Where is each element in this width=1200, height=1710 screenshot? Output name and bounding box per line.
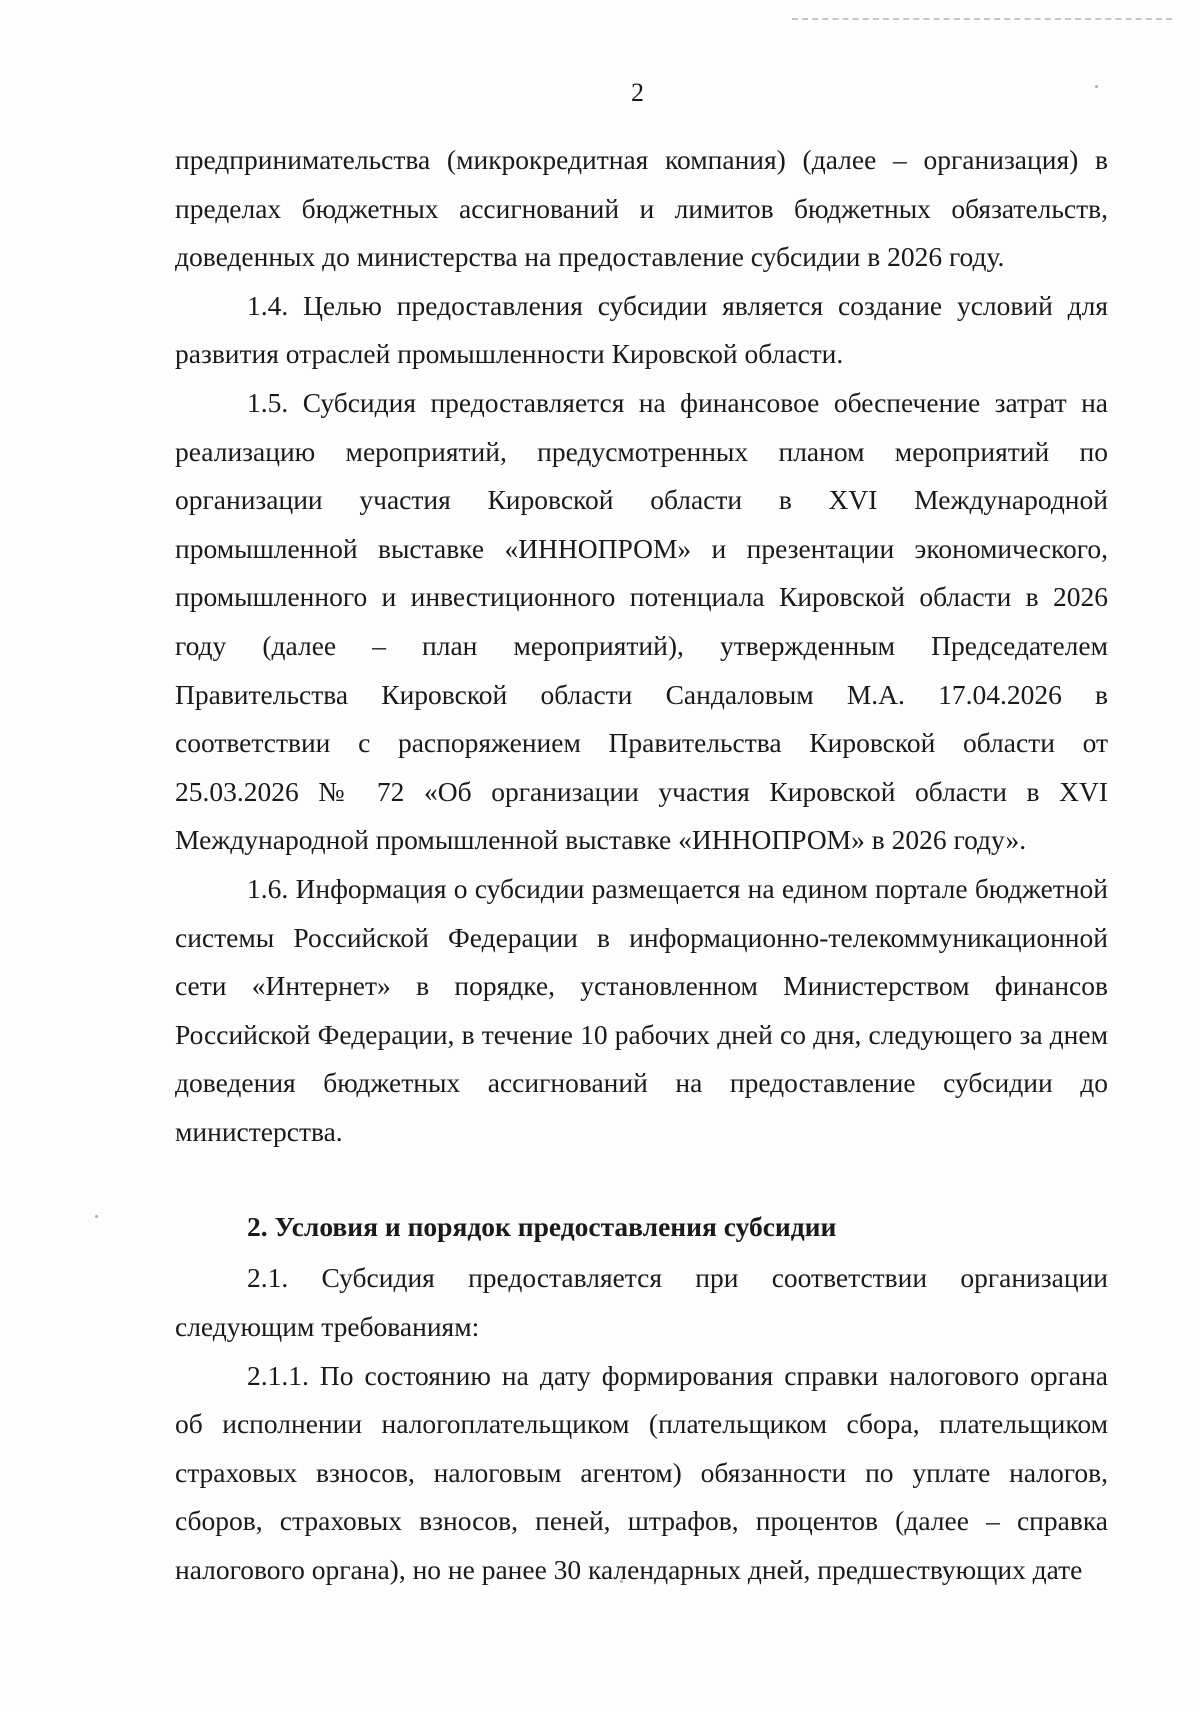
paragraph-2-1: 2.1. Субсидия предоставляется при соответствии организации следующим требованиям:	[175, 1262, 1108, 1343]
paragraph-1-6: 1.6. Информация о субсидии размещается на едином портале бюджетной системы Российской Федерации в информационно-телекоммуникационной сети «Интернет» в порядке, установленном Министерством финансов Российской Федерации, в течение 10 рабочих дней со дня, следующего за днем доведения бюджетных ассигнований на предоставление субсидии до министерства.	[175, 872, 1108, 1147]
scan-artifact	[792, 18, 1172, 23]
scan-speck	[95, 1215, 98, 1218]
paragraph-1-4: 1.4. Целью предоставления субсидии является создание условий для развития отраслей промышленности Кировской области.	[175, 289, 1108, 370]
paragraph-intro-continuation: предпринимательства (микрокредитная компания) (далее – организация) в пределах бюджетных ассигнований и лимитов бюджетных обязательств, доведенных до министерства на предоставление субсидии в 2026 году.	[175, 144, 1108, 273]
page-number: 2	[631, 78, 644, 107]
paragraph-1-5: 1.5. Субсидия предоставляется на финансовое обеспечение затрат на реализацию мероприятий, предусмотренных планом мероприятий по организации участия Кировской области в XVI Международной промышленной выставке «ИННОПРОМ» и презентации экономического, промышленного и инвестиционного потенциала Кировской области в 2026 году (далее – план мероприятий), утвержденным Председателем Правительства Кировской области Сандаловым М.А. 17.04.2026 в соответствии с распоряжением Правительства Кировской области от 25.03.2026 № 72 «Об организации участия Кировской области в XVI Международной промышленной выставке «ИННОПРОМ» в 2026 году».	[175, 386, 1108, 856]
section-heading: 2. Условия и порядок предоставления субсидии	[247, 1211, 837, 1243]
paragraph-2-1-1: 2.1.1. По состоянию на дату формирования справки налогового органа об исполнении налогоплательщиком (плательщиком сбора, плательщиком страховых взносов, налоговым агентом) обязанности по уплате налогов, сборов, страховых взносов, пеней, штрафов, процентов (далее – справка налогового органа), но не ранее 30 календарных дней, предшествующих дате	[175, 1359, 1108, 1586]
document-body	[175, 136, 1108, 1595]
